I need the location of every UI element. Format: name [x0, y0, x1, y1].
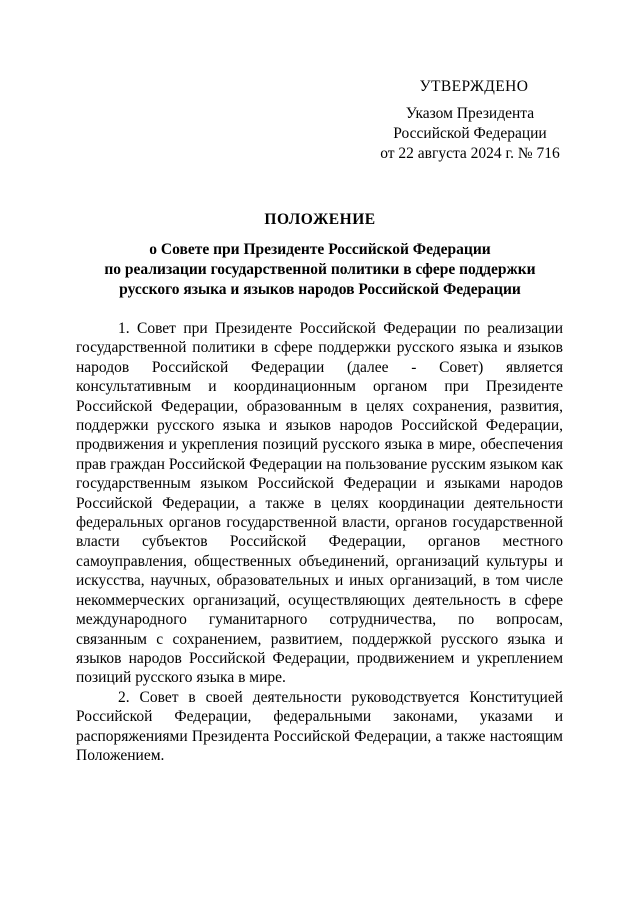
- document-body: [76, 319, 563, 765]
- document-subtitle-line-2: по реализации государственной политики в сфере поддержки: [104, 261, 536, 278]
- approval-stamp-block: [360, 77, 580, 164]
- paragraph-2: 2. Совет в своей деятельности руководствуется Конституцией Российской Федерации, федеральными законами, указами и распоряжениями Президента Российской Федерации, а также настоящим Положением.: [76, 688, 563, 764]
- document-title: ПОЛОЖЕНИЕ: [264, 211, 376, 228]
- paragraph-1: 1. Совет при Президенте Российской Федерации по реализации государственной политики в сфере поддержки русского языка и языков народов Российской Федерации (далее - Совет) является консультативным и координационным органом при Президенте Российской Федерации, образованным в целях сохранения, развития, поддержки русского языка и языков народов Российской Федерации, продвижения и укрепления позиций русского языка в мире, обеспечения прав граждан Российской Федерации на пользование русским языком как государственным языком Российской Федерации и языками народов Российской Федерации, а также в целях координации деятельности федеральных органов государственной власти, органов государственной власти субъектов Российской Федерации, органов местного самоуправления, общественных объединений, организаций культуры и искусства, научных, образовательных и иных организаций, в том числе некоммерческих организаций, осуществляющих деятельность в сфере международного гуманитарного сотрудничества, по вопросам, связанным с сохранением, развитием, поддержкой русского языка и языков народов Российской Федерации, продвижением и укреплением позиций русского языка в мире.: [76, 320, 563, 687]
- document-subtitle-line-1: о Совете при Президенте Российской Федерации: [149, 241, 491, 258]
- approval-date-line: от 22 августа 2024 г. № 716: [380, 145, 560, 162]
- approval-authority-line: Российской Федерации: [393, 125, 547, 142]
- document-subtitle-line-3: русского языка и языков народов Российской Федерации: [119, 281, 521, 298]
- title-block: [70, 210, 570, 300]
- approval-stamp: УТВЕРЖДЕНО: [419, 78, 529, 95]
- approval-decree-line: Указом Президента: [405, 105, 535, 122]
